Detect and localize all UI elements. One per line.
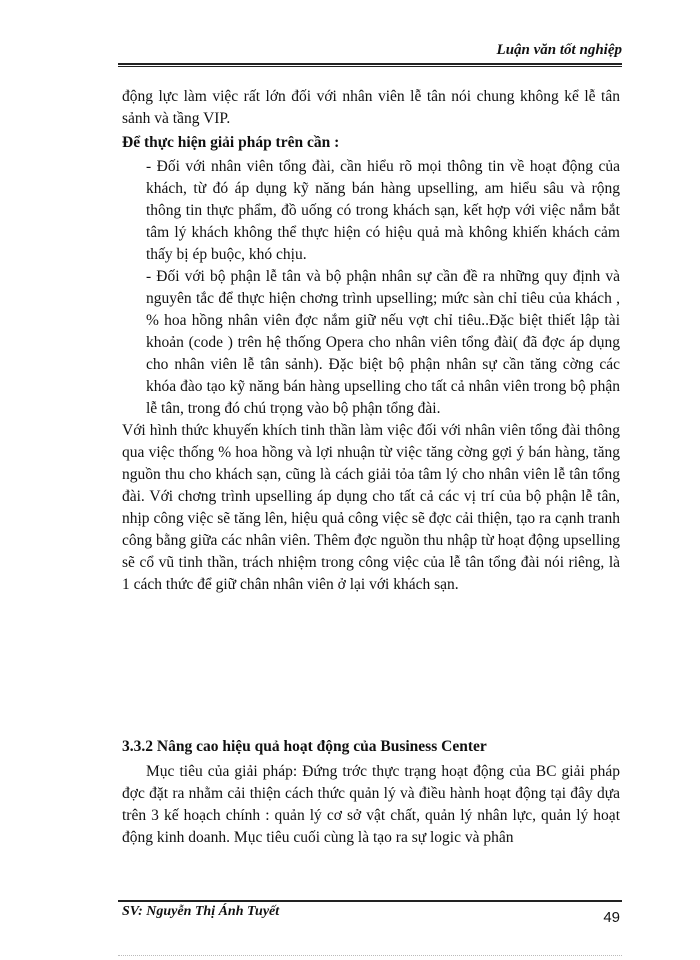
running-header-title: Luận văn tốt nghiệp	[496, 42, 622, 58]
section-2	[122, 736, 620, 849]
section-1	[122, 86, 620, 596]
bullet-front-office-hr: - Đối với bộ phận lễ tân và bộ phận nhân sự cần đề ra những quy định và nguyên tắc để thực hiện chơng trình upselling; mức sàn chỉ tiêu của khách , % hoa hồng nhân viên đợc nắm giữ nếu vợt chỉ tiêu..Đặc biệt thiết lập tài khoản (code ) trên hệ thống Opera cho nhân viên tổng đài( đã đợc áp dụng cho nhân viên lễ tân sảnh). Đặc biệt bộ phận nhân sự cần tăng cờng các khóa đào tạo kỹ năng bán hàng upselling cho tất cả nhân viên trong bộ phận lễ tân, trong đó chú trọng vào bộ phận tổng đài.	[146, 268, 620, 417]
page-edge-divider	[118, 955, 622, 956]
page-number: 49	[603, 909, 620, 926]
bullet-operator: - Đối với nhân viên tổng đài, cần hiểu rõ mọi thông tin về hoạt động của khách, từ đó áp dụng kỹ năng bán hàng upselling, am hiểu sâu và rộng thông tin thực phẩm, đồ uống có trong khách sạn, kết hợp với việc nắm bắt tâm lý khách không thể thực hiện có hiệu quả mà không khiến khách cảm thấy bị ép buộc, khó chịu.	[146, 158, 620, 263]
continuation-text: động lực làm việc rất lớn đối với nhân viên lễ tân nói chung không kể lễ tân sảnh và tầng VIP.	[122, 88, 620, 127]
header-rule	[118, 63, 622, 65]
section-heading: 3.3.2 Nâng cao hiệu quả hoạt động của Business Center	[122, 738, 487, 755]
footer-student-name: SV: Nguyễn Thị Ánh Tuyết	[122, 904, 280, 919]
footer-rule	[118, 900, 622, 902]
subheading: Để thực hiện giải pháp trên cần :	[122, 134, 340, 151]
paragraph-objective: Mục tiêu của giải pháp: Đứng trớc thực trạng hoạt động của BC giải pháp đợc đặt ra nhằm cải thiện cách thức quản lý và điều hành hoạt động tại đây dựa trên 3 kế hoạch chính : quản lý cơ sở vật chất, quản lý nhân lực, quản lý hoạt động kinh doanh. Mục tiêu cuối cùng là tạo ra sự logic và phân	[122, 763, 620, 846]
header-rule-thin	[118, 66, 622, 67]
paragraph-motivation: Với hình thức khuyến khích tinh thần làm việc đối với nhân viên tổng đài thông qua việc thống % hoa hồng và lợi nhuận từ việc tăng cờng gợi ý bán hàng, tăng nguồn thu cho khách sạn, cũng là cách giải tỏa tâm lý cho nhân viên lễ tân tổng đài. Với chơng trình upselling áp dụng cho tất cả các vị trí của bộ phận lễ tân, nhịp công việc sẽ tăng lên, hiệu quả công việc sẽ đợc cải thiện, tạo ra cạnh tranh công bằng giữa các nhân viên. Thêm đợc nguồn thu nhập từ hoạt động upselling sẽ cổ vũ tinh thần, trách nhiệm trong công việc của lễ tân tổng đài nói riêng, là 1 cách thức để giữ chân nhân viên ở lại với khách sạn.	[122, 422, 620, 593]
